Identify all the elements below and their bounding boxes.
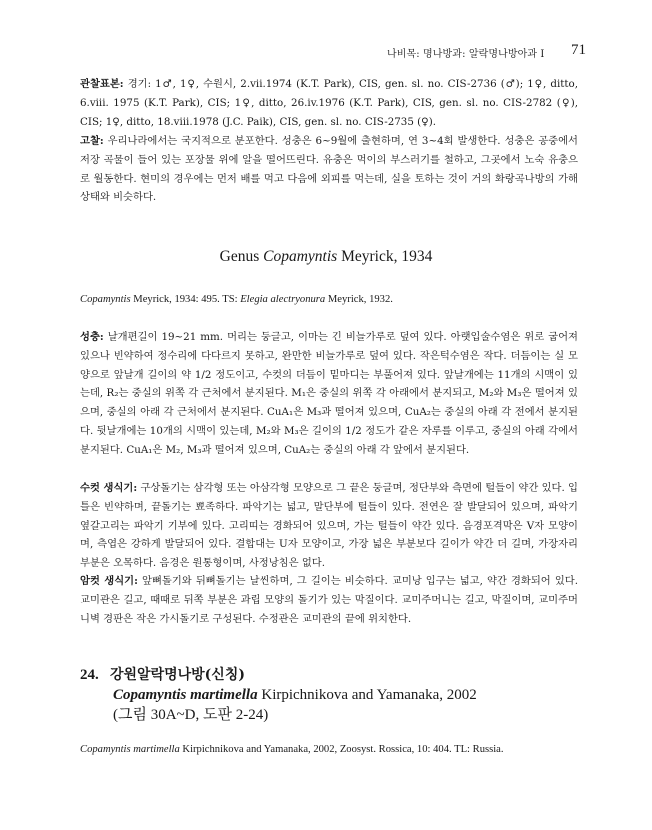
species-korean-name: 강원알락명나방(신칭) — [110, 667, 245, 683]
genus-citation — [80, 294, 580, 305]
species-author: Kirpichnikova and Yamanaka, 2002 — [257, 687, 477, 703]
male-genitalia-text: 구상돌기는 삼각형 또는 아삼각형 모양으로 그 끝은 둥글며, 정단부와 측면에 털들이 약간 있다. 입틀은 빈약하며, 끝돌기는 뾰족하다. 파악기는 넓고, 말단부에 털들이 있다. 전연은 잘 발달되어 있으며, 파악기 옆갈고리는 파악기 기부에 있다. 고리띠는 경화되어 있으며, 가는 털들이 약간 있다. 음경포격막은 V자 모양이며, 측엽은 강하게 발달되어 있다. 결합대는 U자 모양이고, 가장 넓은 부분보다 길이가 약간 더 길며, 가장자리 부분은 오목하다. 음경은 원통형이며, 사정낭침은 없다. — [80, 482, 579, 570]
specimens-paragraph — [80, 75, 578, 131]
species-scientific-name: Copamyntis martimella — [113, 687, 258, 703]
specimens-label: 관찰표본: — [80, 78, 124, 90]
figure-reference: (그림 30A~D, 도판 2-24) — [113, 707, 269, 723]
remarks-text: 우리나라에서는 국지적으로 분포한다. 성충은 6~9월에 출현하며, 연 3~4회 발생한다. 성충은 공중에서 저장 곡물이 들어 있는 포장물 위에 알을 떨어뜨린다. 유충은 먹이의 부스러기를 철하고, 그곳에서 노숙 유충으로 월동한다. 현미의 경우에는 먼저 배를 먹고 다음에 외피를 먹는데, 실을 토하는 것이 거의 화랑곡나방의 가해 상태와 비슷하다. — [80, 135, 578, 204]
species-citation-text: Kirpichnikova and Yamanaka, 2002, Zoosyst. Rossica, 10: 404. TL: Russia. — [179, 744, 504, 755]
genus-citation-text: Meyrick, 1934: 495. TS: — [130, 294, 241, 305]
species-citation-name: Copamyntis martimella — [80, 744, 180, 755]
female-genitalia-description — [80, 572, 578, 628]
male-genitalia-label: 수컷 생식기: — [80, 482, 138, 494]
adult-description — [80, 328, 578, 460]
genus-citation-text-end: Meyrick, 1932. — [325, 294, 393, 305]
remarks-paragraph — [80, 132, 578, 207]
type-species-name: Elegia alectryonura — [240, 294, 326, 305]
species-number: 24. — [80, 667, 99, 683]
genus-author: Meyrick, 1934 — [337, 248, 433, 265]
remarks-label: 고찰: — [80, 135, 104, 147]
species-citation — [80, 744, 580, 755]
page-number: 71 — [571, 42, 586, 58]
genus-citation-name: Copamyntis — [80, 294, 131, 305]
female-genitalia-label: 암컷 생식기: — [80, 575, 138, 587]
adult-label: 성충: — [80, 331, 104, 343]
species-heading — [80, 665, 600, 725]
female-genitalia-text: 앞뼈돌기와 뒤뼈돌기는 날씬하며, 그 길이는 비슷하다. 교미낭 입구는 넓고, 약간 경화되어 있다. 교미관은 길고, 때때로 뒤쪽 부분은 과립 모양의 돌기가 있는 막질이다. 교미주머니는 길고, 막질이며, 교미주머니벽 경판은 작은 가시돌기로 구성된다. 수정관은 교미관의 끝에 위치한다. — [80, 575, 578, 625]
adult-text: 날개편길이 19~21 mm. 머리는 둥글고, 이마는 긴 비늘가루로 덮여 있다. 아랫입술수염은 위로 굽어져 있으나 빈약하여 정수리에 다다르지 못하고, 완만한 비늘가루로 덮여 있다. 작은턱수염은 작다. 더듬이는 실 모양으로 앞날개 길이의 약 1/2 정도이고, 수컷의 더듬이 밑마디는 부풀어져 있다. 앞날개에는 11개의 시맥이 있는데, R₂는 중실의 위쪽 각 근처에서 분지된다. M₁은 중실의 위쪽 각 아래에서 분지되고, M₂와 M₃은 떨어져 있으며, 중실의 아래 각 근처에서 분지된다. CuA₁은 M₃과 떨어져 있으며, CuA₂는 중실의 아래 각 전에서 분지된다. 뒷날개에는 10개의 시맥이 있는데, M₂와 M₃은 길이의 1/2 정도가 같은 자루를 이루고, 중실의 아래 각에서 분지된다. CuA₁은 M₂, M₃과 떨어져 있으며, CuA₂는 중실의 아래 각 앞에서 분지된다. — [80, 331, 578, 456]
specimens-text: 경기: 1♂, 1♀, 수원시, 2.vii.1974 (K.T. Park), CIS, gen. sl. no. CIS-2736 (♂); 1♀, ditto, 6.viii. 1975 (K.T. Park), CIS; 1♀, ditto, 26.iv.1976 (K.T. Park), CIS, gen. sl. no. CIS-2782 (♀), CIS; 1♀, ditto, 18.viii.1978 (J.C. Paik), CIS, gen. sl. no. CIS-2735 (♀). — [80, 78, 578, 128]
genus-prefix: Genus — [219, 248, 264, 265]
male-genitalia-description — [80, 479, 578, 573]
genus-name: Copamyntis — [263, 248, 338, 265]
genus-heading — [0, 248, 652, 266]
running-header: 나비목: 명나방과: 알락명나방아과 I — [387, 49, 545, 60]
